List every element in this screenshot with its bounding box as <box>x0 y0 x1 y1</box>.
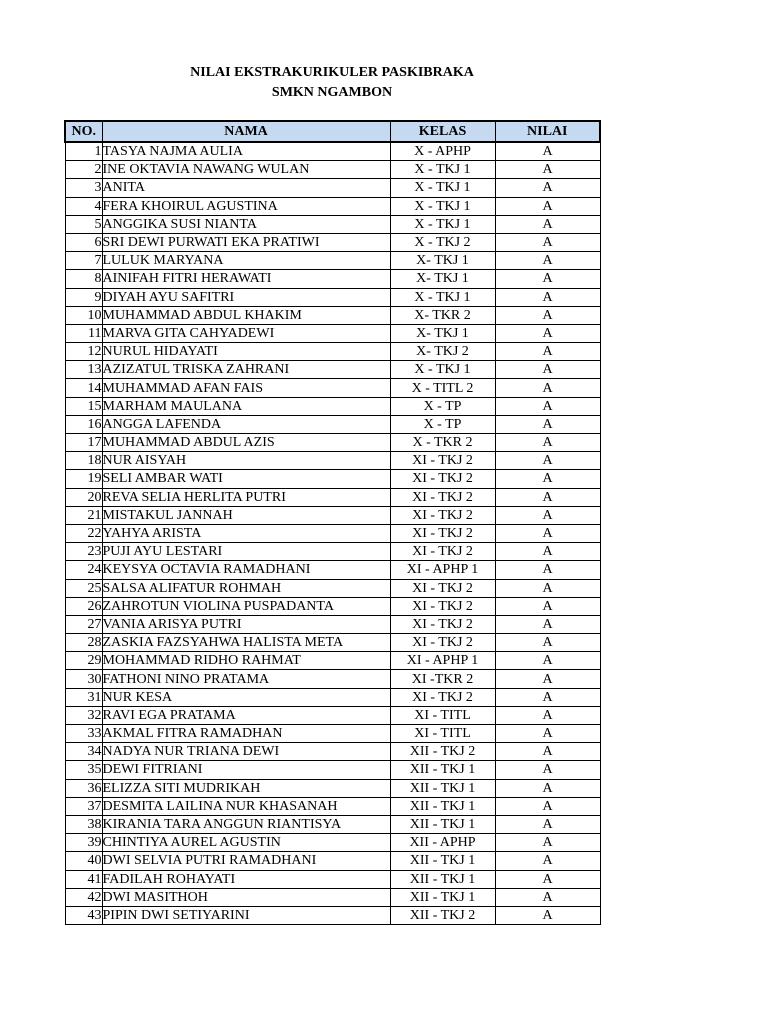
student-class: XII - TKJ 1 <box>390 815 495 833</box>
student-name: CHINTIYA AUREL AGUSTIN <box>102 834 390 852</box>
row-number: 24 <box>65 561 102 579</box>
student-grade: A <box>495 233 600 251</box>
row-number: 10 <box>65 306 102 324</box>
student-name: REVA SELIA HERLITA PUTRI <box>102 488 390 506</box>
student-grade: A <box>495 906 600 924</box>
table-row <box>65 343 600 361</box>
student-name: NUR KESA <box>102 688 390 706</box>
row-number: 15 <box>65 397 102 415</box>
table-row <box>65 743 600 761</box>
student-name: ANGGA LAFENDA <box>102 415 390 433</box>
row-number: 36 <box>65 779 102 797</box>
student-class: XII - TKJ 1 <box>390 888 495 906</box>
row-number: 32 <box>65 706 102 724</box>
student-name: DIYAH AYU SAFITRI <box>102 288 390 306</box>
student-name: DEWI FITRIANI <box>102 761 390 779</box>
student-class: XI - TKJ 2 <box>390 506 495 524</box>
table-row <box>65 361 600 379</box>
student-grade: A <box>495 870 600 888</box>
table-row <box>65 452 600 470</box>
row-number: 22 <box>65 524 102 542</box>
student-name: ZASKIA FAZSYAHWA HALISTA META <box>102 634 390 652</box>
student-class: X - TKJ 1 <box>390 161 495 179</box>
student-class: XII - TKJ 2 <box>390 906 495 924</box>
student-name: ZAHROTUN VIOLINA PUSPADANTA <box>102 597 390 615</box>
student-class: X- TKR 2 <box>390 306 495 324</box>
row-number: 39 <box>65 834 102 852</box>
student-grade: A <box>495 543 600 561</box>
row-number: 13 <box>65 361 102 379</box>
student-grade: A <box>495 397 600 415</box>
student-grade: A <box>495 343 600 361</box>
student-name: NUR AISYAH <box>102 452 390 470</box>
row-number: 14 <box>65 379 102 397</box>
student-name: ANGGIKA SUSI NIANTA <box>102 215 390 233</box>
student-grade: A <box>495 815 600 833</box>
table-row <box>65 870 600 888</box>
table-row <box>65 506 600 524</box>
student-name: FERA KHOIRUL AGUSTINA <box>102 197 390 215</box>
student-grade: A <box>495 288 600 306</box>
student-grade: A <box>495 597 600 615</box>
student-grade: A <box>495 470 600 488</box>
student-class: XI - TITL <box>390 725 495 743</box>
row-number: 5 <box>65 215 102 233</box>
row-number: 9 <box>65 288 102 306</box>
student-grade: A <box>495 306 600 324</box>
table-row <box>65 434 600 452</box>
student-grade: A <box>495 725 600 743</box>
student-class: XI - TKJ 2 <box>390 615 495 633</box>
row-number: 23 <box>65 543 102 561</box>
student-name: RAVI EGA PRATAMA <box>102 706 390 724</box>
student-name: MISTAKUL JANNAH <box>102 506 390 524</box>
student-name: AKMAL FITRA RAMADHAN <box>102 725 390 743</box>
table-row <box>65 252 600 270</box>
student-class: XII - APHP <box>390 834 495 852</box>
table-row <box>65 142 600 161</box>
student-class: XI - TKJ 2 <box>390 579 495 597</box>
student-grade: A <box>495 615 600 633</box>
row-number: 16 <box>65 415 102 433</box>
student-name: MUHAMMAD ABDUL AZIS <box>102 434 390 452</box>
table-row <box>65 834 600 852</box>
student-name: MUHAMMAD AFAN FAIS <box>102 379 390 397</box>
header-row <box>65 121 600 142</box>
student-name: SELI AMBAR WATI <box>102 470 390 488</box>
table-row <box>65 397 600 415</box>
student-grade: A <box>495 834 600 852</box>
student-name: MARVA GITA CAHYADEWI <box>102 324 390 342</box>
table-row <box>65 543 600 561</box>
student-class: X - TITL 2 <box>390 379 495 397</box>
student-class: XI - TKJ 2 <box>390 452 495 470</box>
student-name: INE OKTAVIA NAWANG WULAN <box>102 161 390 179</box>
header-nilai: NILAI <box>495 121 600 142</box>
student-class: XI - TKJ 2 <box>390 470 495 488</box>
student-grade: A <box>495 415 600 433</box>
table-row <box>65 797 600 815</box>
table-row <box>65 379 600 397</box>
student-grade: A <box>495 452 600 470</box>
student-class: XI - TKJ 2 <box>390 524 495 542</box>
student-name: DWI MASITHOH <box>102 888 390 906</box>
student-class: X - TKJ 1 <box>390 215 495 233</box>
row-number: 28 <box>65 634 102 652</box>
table-row <box>65 470 600 488</box>
student-name: ELIZZA SITI MUDRIKAH <box>102 779 390 797</box>
row-number: 29 <box>65 652 102 670</box>
table-row <box>65 579 600 597</box>
student-grade: A <box>495 706 600 724</box>
student-class: X - TP <box>390 415 495 433</box>
row-number: 2 <box>65 161 102 179</box>
row-number: 37 <box>65 797 102 815</box>
table-row <box>65 852 600 870</box>
table-row <box>65 706 600 724</box>
row-number: 40 <box>65 852 102 870</box>
student-class: XII - TKJ 1 <box>390 797 495 815</box>
student-grade: A <box>495 161 600 179</box>
student-grade: A <box>495 434 600 452</box>
table-row <box>65 906 600 924</box>
student-name: MOHAMMAD RIDHO RAHMAT <box>102 652 390 670</box>
student-class: XII - TKJ 1 <box>390 852 495 870</box>
row-number: 25 <box>65 579 102 597</box>
student-name: TASYA NAJMA AULIA <box>102 142 390 161</box>
table-row <box>65 524 600 542</box>
row-number: 19 <box>65 470 102 488</box>
grades-table <box>64 120 601 925</box>
student-name: ANITA <box>102 179 390 197</box>
row-number: 18 <box>65 452 102 470</box>
row-number: 43 <box>65 906 102 924</box>
student-grade: A <box>495 179 600 197</box>
student-grade: A <box>495 524 600 542</box>
student-grade: A <box>495 888 600 906</box>
table-row <box>65 888 600 906</box>
table-body <box>65 142 600 925</box>
table-row <box>65 306 600 324</box>
table-row <box>65 270 600 288</box>
table-row <box>65 652 600 670</box>
student-name: NURUL HIDAYATI <box>102 343 390 361</box>
table-row <box>65 615 600 633</box>
student-name: FADILAH ROHAYATI <box>102 870 390 888</box>
student-class: XI - TKJ 2 <box>390 488 495 506</box>
student-class: XII - TKJ 1 <box>390 779 495 797</box>
row-number: 42 <box>65 888 102 906</box>
table-row <box>65 415 600 433</box>
student-grade: A <box>495 270 600 288</box>
student-grade: A <box>495 142 600 161</box>
row-number: 31 <box>65 688 102 706</box>
student-name: AZIZATUL TRISKA ZAHRANI <box>102 361 390 379</box>
table-row <box>65 561 600 579</box>
row-number: 30 <box>65 670 102 688</box>
student-class: XI - TKJ 2 <box>390 543 495 561</box>
student-grade: A <box>495 361 600 379</box>
student-name: MARHAM MAULANA <box>102 397 390 415</box>
row-number: 3 <box>65 179 102 197</box>
student-class: X- TKJ 1 <box>390 252 495 270</box>
student-class: XII - TKJ 2 <box>390 743 495 761</box>
student-name: VANIA ARISYA PUTRI <box>102 615 390 633</box>
row-number: 1 <box>65 142 102 161</box>
student-grade: A <box>495 652 600 670</box>
student-class: XI - TKJ 2 <box>390 597 495 615</box>
table-row <box>65 488 600 506</box>
student-class: XI - APHP 1 <box>390 561 495 579</box>
header-kelas: KELAS <box>390 121 495 142</box>
student-class: XI - APHP 1 <box>390 652 495 670</box>
table-row <box>65 761 600 779</box>
student-class: XI - TKJ 2 <box>390 634 495 652</box>
table-row <box>65 197 600 215</box>
student-grade: A <box>495 761 600 779</box>
student-class: X - TKJ 2 <box>390 233 495 251</box>
table-row <box>65 597 600 615</box>
table-row <box>65 233 600 251</box>
row-number: 27 <box>65 615 102 633</box>
document-title: NILAI EKSTRAKURIKULER PASKIBRAKA <box>190 65 474 80</box>
student-grade: A <box>495 743 600 761</box>
student-class: X - TKJ 1 <box>390 288 495 306</box>
student-name: PIPIN DWI SETIYARINI <box>102 906 390 924</box>
student-name: LULUK MARYANA <box>102 252 390 270</box>
table-row <box>65 634 600 652</box>
row-number: 11 <box>65 324 102 342</box>
student-class: X - TP <box>390 397 495 415</box>
student-name: KEYSYA OCTAVIA RAMADHANI <box>102 561 390 579</box>
student-grade: A <box>495 852 600 870</box>
student-grade: A <box>495 797 600 815</box>
table-row <box>65 725 600 743</box>
student-class: XI - TITL <box>390 706 495 724</box>
student-name: AINIFAH FITRI HERAWATI <box>102 270 390 288</box>
student-grade: A <box>495 215 600 233</box>
student-class: XI -TKR 2 <box>390 670 495 688</box>
row-number: 17 <box>65 434 102 452</box>
student-name: SRI DEWI PURWATI EKA PRATIWI <box>102 233 390 251</box>
student-name: DESMITA LAILINA NUR KHASANAH <box>102 797 390 815</box>
table-row <box>65 179 600 197</box>
student-name: PUJI AYU LESTARI <box>102 543 390 561</box>
student-name: KIRANIA TARA ANGGUN RIANTISYA <box>102 815 390 833</box>
student-grade: A <box>495 670 600 688</box>
row-number: 34 <box>65 743 102 761</box>
table-row <box>65 161 600 179</box>
student-grade: A <box>495 688 600 706</box>
table-row <box>65 288 600 306</box>
row-number: 8 <box>65 270 102 288</box>
student-grade: A <box>495 379 600 397</box>
student-class: XII - TKJ 1 <box>390 761 495 779</box>
student-class: X- TKJ 1 <box>390 270 495 288</box>
row-number: 12 <box>65 343 102 361</box>
student-class: XII - TKJ 1 <box>390 870 495 888</box>
student-name: NADYA NUR TRIANA DEWI <box>102 743 390 761</box>
student-grade: A <box>495 561 600 579</box>
student-name: FATHONI NINO PRATAMA <box>102 670 390 688</box>
student-grade: A <box>495 779 600 797</box>
student-grade: A <box>495 197 600 215</box>
table-row <box>65 688 600 706</box>
row-number: 6 <box>65 233 102 251</box>
student-class: XI - TKJ 2 <box>390 688 495 706</box>
student-name: SALSA ALIFATUR ROHMAH <box>102 579 390 597</box>
row-number: 35 <box>65 761 102 779</box>
student-class: X - TKJ 1 <box>390 197 495 215</box>
row-number: 21 <box>65 506 102 524</box>
student-class: X - APHP <box>390 142 495 161</box>
table-row <box>65 670 600 688</box>
student-grade: A <box>495 324 600 342</box>
student-name: DWI SELVIA PUTRI RAMADHANI <box>102 852 390 870</box>
student-class: X- TKJ 1 <box>390 324 495 342</box>
header-nama: NAMA <box>102 121 390 142</box>
student-class: X- TKJ 2 <box>390 343 495 361</box>
student-class: X - TKJ 1 <box>390 179 495 197</box>
student-grade: A <box>495 634 600 652</box>
student-name: YAHYA ARISTA <box>102 524 390 542</box>
student-class: X - TKR 2 <box>390 434 495 452</box>
student-grade: A <box>495 488 600 506</box>
student-grade: A <box>495 252 600 270</box>
table-row <box>65 779 600 797</box>
table-header <box>65 121 600 142</box>
document-subtitle: SMKN NGAMBON <box>271 85 393 100</box>
student-grade: A <box>495 506 600 524</box>
table-row <box>65 215 600 233</box>
header-no: NO. <box>65 121 102 142</box>
student-grade: A <box>495 579 600 597</box>
row-number: 4 <box>65 197 102 215</box>
row-number: 20 <box>65 488 102 506</box>
row-number: 33 <box>65 725 102 743</box>
row-number: 41 <box>65 870 102 888</box>
row-number: 7 <box>65 252 102 270</box>
row-number: 38 <box>65 815 102 833</box>
table-row <box>65 324 600 342</box>
table-row <box>65 815 600 833</box>
student-name: MUHAMMAD ABDUL KHAKIM <box>102 306 390 324</box>
student-class: X - TKJ 1 <box>390 361 495 379</box>
row-number: 26 <box>65 597 102 615</box>
